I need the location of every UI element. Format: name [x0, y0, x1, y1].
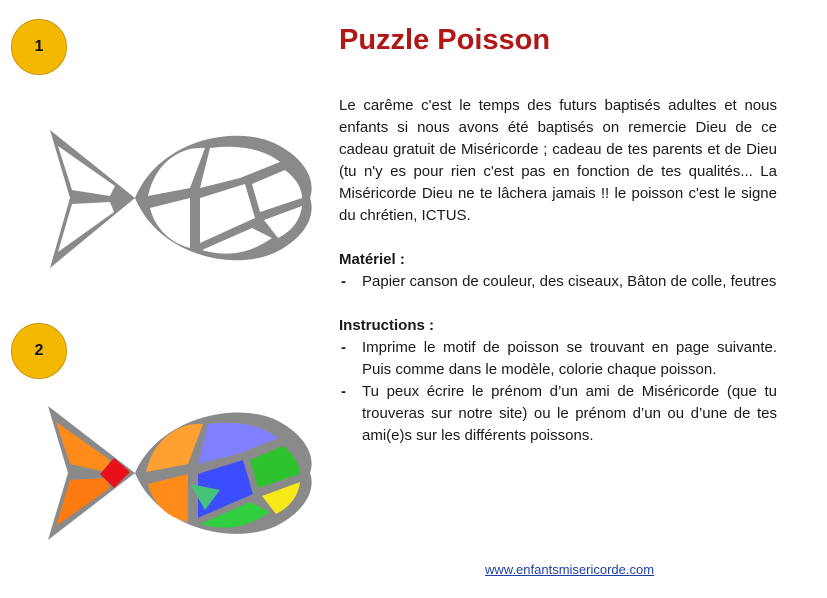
- step-2-badge: [11, 323, 67, 379]
- instructions-heading: Instructions :: [339, 317, 435, 334]
- list-item: [339, 381, 777, 447]
- bullet-dash: -: [341, 383, 346, 400]
- materiel-heading: Matériel :: [339, 251, 405, 268]
- list-item: [339, 337, 777, 381]
- materiel-item-text: Papier canson de couleur, des ciseaux, Bâton de colle, feutres: [362, 273, 777, 290]
- step-2-number: 2: [34, 342, 44, 359]
- bullet-dash: -: [341, 273, 346, 290]
- instruction-item-text: Imprime le motif de poisson se trouvant en page suivante. Puis comme dans le modèle, colorie chaque poisson.: [362, 339, 777, 378]
- instruction-item-text: Tu peux écrire le prénom d’un ami de Miséricorde (que tu trouveras sur notre site) ou le prénom d’un ou d’une de tes ami(e)s sur les différents poissons.: [362, 383, 777, 444]
- website-link[interactable]: www.enfantsmisericorde.com: [485, 562, 655, 577]
- intro-paragraph: Le carême c'est le temps des futurs baptisés adultes et nous enfants si nous avons été baptisés on remercie Dieu de ce cadeau gratuit de Miséricorde ; cadeau de tes parents et de Dieu (tu n'y es pour rien c'est pas en fonction de tes qualités... La Miséricorde Dieu ne te lâchera jamais !! le poisson c'est le signe du chrétien, ICTUS.: [339, 97, 777, 224]
- instructions-list: [339, 337, 777, 447]
- main-content: [339, 95, 777, 447]
- list-item: [339, 271, 777, 293]
- fish-colored-illustration: [40, 398, 315, 553]
- materiel-list: [339, 271, 777, 293]
- step-1-badge: [11, 19, 67, 75]
- step-1-number: 1: [34, 38, 44, 55]
- page-title: Puzzle Poisson: [339, 24, 551, 56]
- fish-outline-illustration: [40, 118, 315, 283]
- bullet-dash: -: [341, 339, 346, 356]
